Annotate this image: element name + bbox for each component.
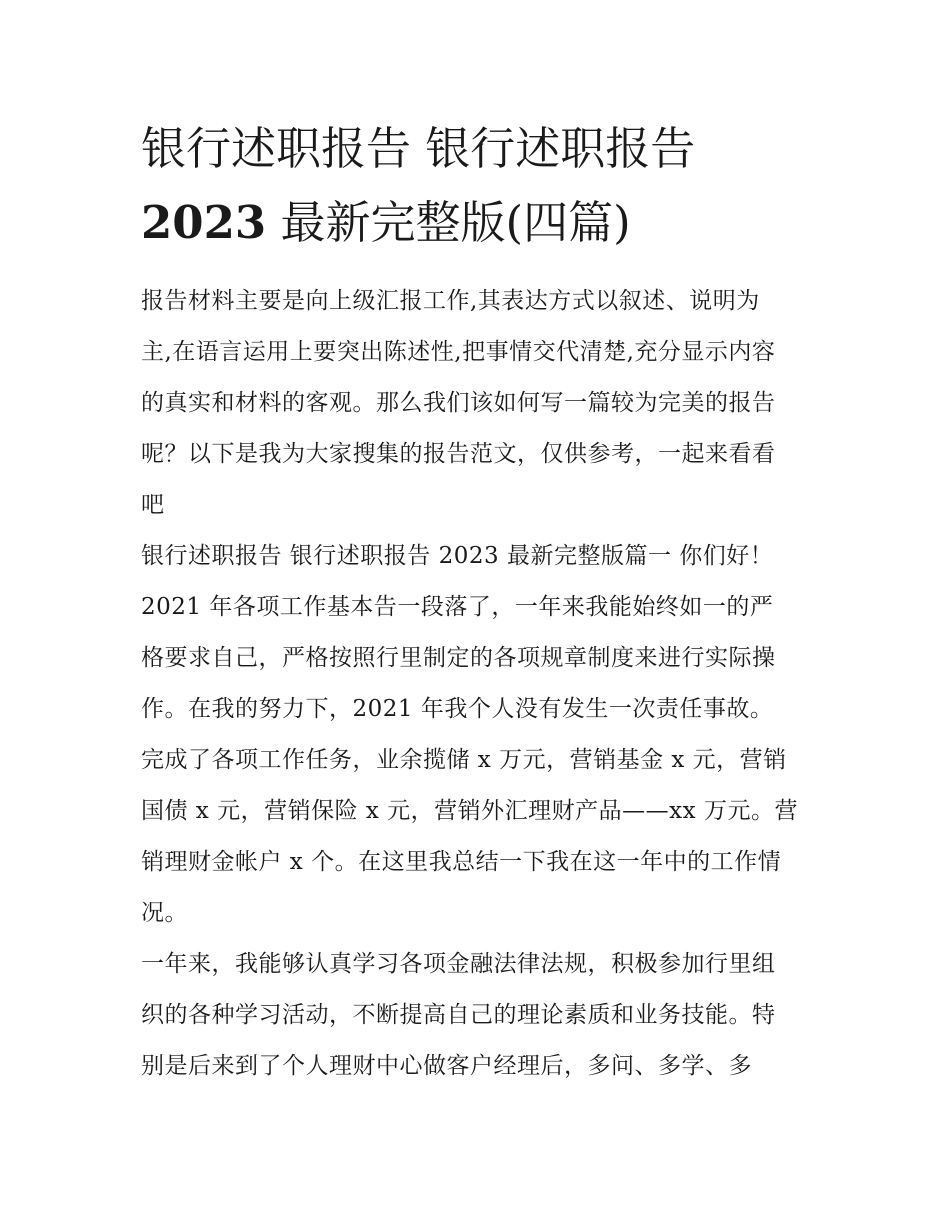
document-title <box>141 112 821 260</box>
body-line: 格要求自己，严格按照行里制定的各项规章制度来进行实际操 <box>141 645 776 671</box>
body-line: 完成了各项工作任务，业余揽储 x 万元，营销基金 x 元，营销 <box>141 747 787 773</box>
document-body <box>141 276 821 1092</box>
title-year: 2023 <box>141 196 267 249</box>
body-line: 况。 <box>141 900 188 926</box>
body-line: 银行述职报告 银行述职报告 2023 最新完整版篇一 你们好！ <box>141 543 774 569</box>
body-line: 报告材料主要是向上级汇报工作,其表达方式以叙述、说明为 <box>141 288 760 314</box>
title-line-2 <box>141 186 821 260</box>
body-line: 别是后来到了个人理财中心做客户经理后，多问、多学、多 <box>141 1053 752 1079</box>
title-line-1: 银行述职报告 银行述职报告 <box>141 122 696 175</box>
body-line: 国债 x 元，营销保险 x 元，营销外汇理财产品——xx 万元。营 <box>141 798 798 824</box>
body-line: 2021 年各项工作基本告一段落了，一年来我能始终如一的严 <box>141 594 774 620</box>
body-line: 一年来，我能够认真学习各项金融法律法规，积极参加行里组 <box>141 951 776 977</box>
body-line: 主,在语言运用上要突出陈述性,把事情交代清楚,充分显示内容 <box>141 339 776 365</box>
body-line: 呢？以下是我为大家搜集的报告范文，仅供参考，一起来看看 <box>141 441 776 467</box>
body-line: 吧 <box>141 492 165 518</box>
body-line: 销理财金帐户 x 个。在这里我总结一下我在这一年中的工作情 <box>141 849 782 875</box>
body-line: 的真实和材料的客观。那么我们该如何写一篇较为完美的报告 <box>141 390 776 416</box>
body-line: 织的各种学习活动，不断提高自己的理论素质和业务技能。特 <box>141 1002 776 1028</box>
title-rest: 最新完整版(四篇) <box>266 196 631 249</box>
body-line: 作。在我的努力下，2021 年我个人没有发生一次责任事故。 <box>141 696 774 722</box>
